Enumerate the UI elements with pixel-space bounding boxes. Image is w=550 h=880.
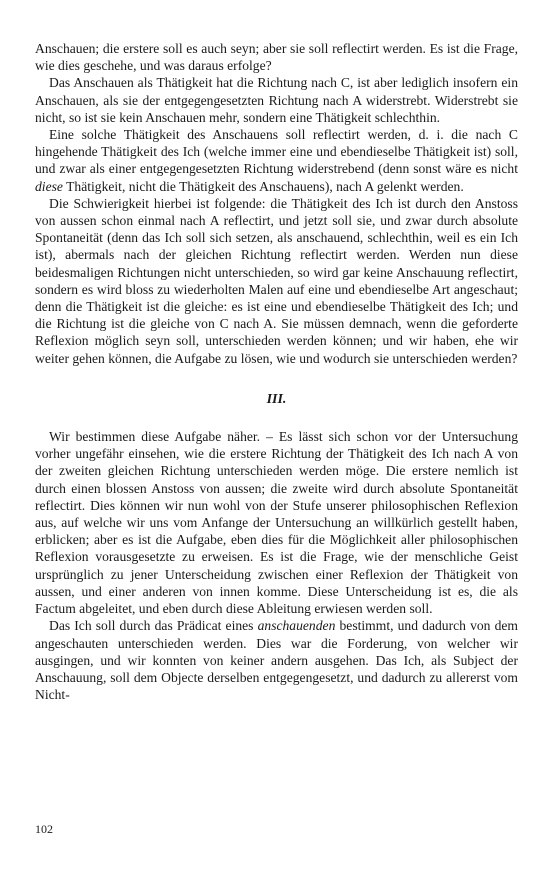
emphasis-text: diese <box>35 178 63 194</box>
paragraph: Anschauen; die erstere soll es auch seyn; aber sie soll reflectirt werden. Es ist die Frage, wie dies geschehe, und was daraus erfolge? <box>35 41 518 74</box>
paragraph: Die Schwierigkeit hierbei ist folgende: die Thätigkeit des Ich ist durch den Anstoss von aussen schon einmal nach A reflectirt, und jetzt soll sie, und zwar durch absolute Spontaneität (denn das Ich soll sich setzen, als anschauend, schlechthin, weil es ein Ich ist), abermals nach der gleichen Richtung reflectirt werden. Werden nun diese beidesmaligen Richtungen nicht unterschieden, so wird gar keine Anschauung reflectirt, sondern es wird bloss zu wiederholten Malen auf eine und ebendieselbe Art angeschaut; denn die Thätigkeit ist die gleiche: es ist eine und ebendieselbe Thätigkeit des Ich; und die Richtung ist die gleiche von C nach A. Sie müssen demnach, wenn die geforderte Reflexion möglich seyn soll, unterschieden werden können; und wir haben, ehe wir weiter gehen können, die Aufgabe zu lösen, wie und wodurch sie unterschieden werden? <box>35 195 518 366</box>
paragraph: Das Anschauen als Thätigkeit hat die Richtung nach C, ist aber lediglich insofern ein Anschauen, als sie der entgegengesetzten Richtung nach A widerstrebt. Widerstrebt sie nicht, so ist sie kein Anschauen mehr, sondern eine Thätigkeit schlechthin. <box>35 75 518 125</box>
paragraph-text: bestimmt, und dadurch von dem angeschauten unterschieden werden. Dies war die Forderung, von welcher wir ausgingen, und wir konnten von keiner andern ausgehen. Das Ich, als Subject der Anschauung, soll dem Objecte derselben entgegengesetzt, und dadurch zu allererst vom Nicht- <box>35 618 518 703</box>
page-body <box>35 40 518 703</box>
section-heading: III. <box>266 391 287 407</box>
emphasis-text: anschauenden <box>257 618 336 634</box>
page-number: 102 <box>35 822 53 836</box>
paragraph-text: Das Ich soll durch das Prädicat eines <box>49 618 258 634</box>
paragraph-text: Thätigkeit, nicht die Thätigkeit des Anschauens), nach A gelenkt werden. <box>62 178 464 194</box>
paragraph: Wir bestimmen diese Aufgabe näher. – Es lässt sich schon vor der Untersuchung vorher ungefähr einsehen, wie die erstere Richtung der Thätigkeit des Ich nach A von der zweiten gleichen Richtung unterschieden werden möge. Die erstere nemlich ist durch einen blossen Anstoss von aussen; die zweite wird durch absolute Spontaneität reflectirt. Dies können wir nun wohl von der Stufe unserer philosophischen Reflexion aus, auf welche wir uns vom Anfange der Untersuchung an willkürlich gestellt haben, erblicken; aber es ist die Aufgabe, eben dies für die Möglichkeit aller philosophischen Reflexion vorausgesetzte zu erweisen. Es ist die Frage, wie der menschliche Geist ursprünglich zu jener Unterscheidung zwischen einer Reflexion der Thätigkeit von aussen, und einer anderen von innen komme. Diese Unterscheidung ist es, die als Factum abgeleitet, und eben durch diese Ableitung erwiesen werden soll. <box>35 429 518 617</box>
paragraph <box>35 617 518 703</box>
paragraph-text: Eine solche Thätigkeit des Anschauens soll reflectirt werden, d. i. die nach C hingehende Thätigkeit des Ich (welche immer eine und ebendieselbe Thätigkeit ist) soll, und zwar als einer entgegengesetzten Richtung widerstrebend (denn sonst wäre es nicht <box>35 127 518 177</box>
paragraph <box>35 126 518 195</box>
